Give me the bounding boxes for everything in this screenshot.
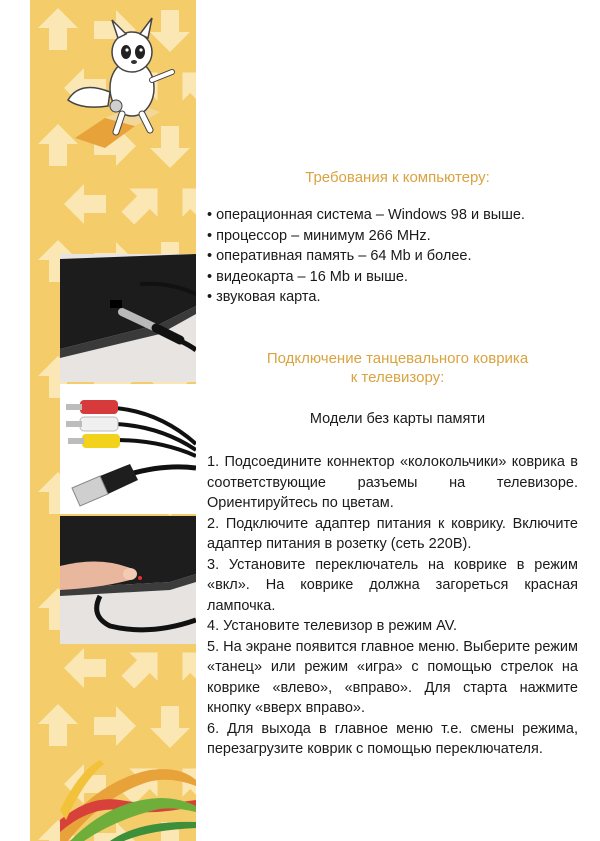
requirements-list (207, 205, 592, 308)
arrow-shape (114, 174, 172, 232)
arrow-shape (64, 648, 106, 688)
arrow-shape (114, 638, 172, 696)
list-item: • звуковая карта. (207, 287, 592, 308)
list-item: • операционная система – Windows 98 и выше. (207, 205, 592, 226)
ribbon-decoration (60, 740, 196, 841)
step-item: 4. Установите телевизор в режим AV. (207, 618, 458, 634)
power-adapter-photo (60, 254, 196, 382)
step-item: 3. Установите переключатель на коврике в режим «вкл». На коврике должна загореться красная лампочка. (207, 556, 578, 614)
list-item: • оперативная память – 64 Mb и более. (207, 246, 592, 267)
step-item: 2. Подключите адаптер питания к коврику. Включите адаптер питания в розетку (сеть 220В). (207, 515, 578, 552)
connection-heading: Подключение танцевального коврика к телевизору: (266, 350, 529, 386)
step-item: 6. Для выхода в главное меню т.е. смены режима, перезагрузите коврик с помощью переключателя. (207, 720, 578, 757)
arrow-shape (64, 184, 106, 224)
mascot-icon (60, 10, 180, 150)
list-item: • видеокарта – 16 Mb и выше. (207, 267, 592, 288)
arrow-shape (168, 638, 196, 696)
step-item: 1. Подсоедините коннектор «колокольчики» коврика в соответствующие разъемы на телевизоре. Ориентируйтесь по цветам. (207, 454, 578, 511)
step-item: 5. На экране появится главное меню. Выберите режим «танец» или режим «игра» с помощью стрелок на коврике «влево», «вправо». Для старта нажмите кнопку «вверх вправо». (207, 638, 578, 716)
rca-usb-cables-photo (60, 384, 196, 514)
requirements-heading: Требования к компьютеру: (305, 169, 490, 186)
decorative-sidebar (30, 0, 196, 841)
models-subheading: Модели без карты памяти (309, 411, 486, 427)
power-switch-photo (60, 516, 196, 644)
arrow-shape (168, 174, 196, 232)
connection-steps (207, 452, 578, 760)
list-item: • процессор – минимум 266 MHz. (207, 226, 592, 247)
